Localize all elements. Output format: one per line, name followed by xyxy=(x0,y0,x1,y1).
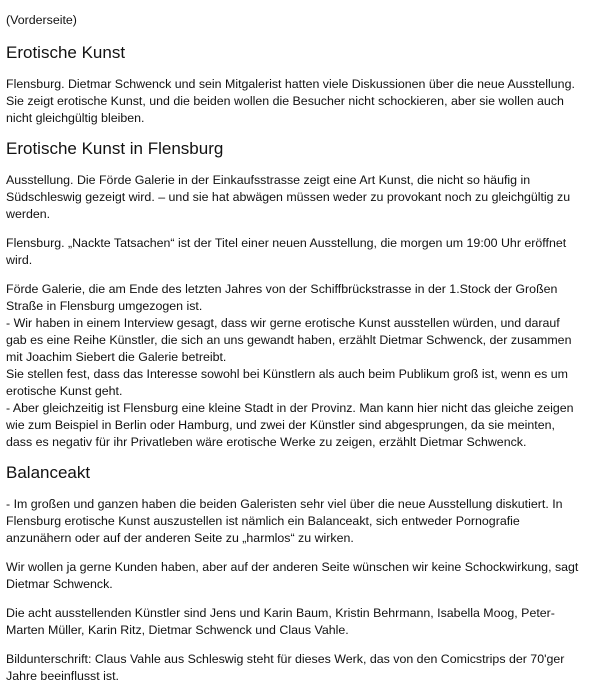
text-line: gab es eine Reihe Künstler, die sich an uns gewandt haben, erzählt Dietmar Schwenck, der zusammen xyxy=(6,333,572,347)
text-line: wie zum Beispiel in Berlin oder Hamburg, und zwei der Künstler sind abgesprungen, da sie meinten, xyxy=(6,418,555,432)
text-line: dass es negativ für ihr Privatleben wäre erotische Werke zu zeigen, erzählt Dietmar Schwenck. xyxy=(6,435,527,449)
paragraph xyxy=(6,281,595,451)
text-line: erotische Kunst geht. xyxy=(6,384,123,398)
text-line: Sie zeigt erotische Kunst, und die beiden wollen die Besucher nicht schockieren, aber sie wollen auch xyxy=(6,94,564,108)
paragraph xyxy=(6,235,595,269)
paragraph xyxy=(6,605,595,639)
text-line: - Wir haben in einem Interview gesagt, dass wir gerne erotische Kunst ausstellen würden, und darauf xyxy=(6,316,560,330)
text-line: Südschleswig gezeigt wird. – und sie hat abwägen müssen weder zu provokant noch zu gleichgültig zu xyxy=(6,190,571,204)
text-line: Marten Müller, Karin Ritz, Dietmar Schwenck und Claus Vahle. xyxy=(6,623,349,637)
text-line: Flensburg. „Nackte Tatsachen“ ist der Titel einer neuen Ausstellung, die morgen um 19:00 Uhr eröffnet xyxy=(6,236,567,250)
paragraph xyxy=(6,172,595,223)
text-line: Ausstellung. Die Förde Galerie in der Einkaufsstrasse zeigt eine Art Kunst, die nicht so häufig in xyxy=(6,173,531,187)
text-line: Flensburg erotische Kunst auszustellen ist nämlich ein Balanceakt, sich entweder Pornografie xyxy=(6,514,520,528)
text-line: Jahre beeinflusst ist. xyxy=(6,669,119,683)
heading-balanceakt: Balanceakt xyxy=(6,463,91,482)
text-line: mit Joachim Siebert die Galerie betreibt. xyxy=(6,350,227,364)
text-line: Die acht ausstellenden Künstler sind Jens und Karin Baum, Kristin Behrmann, Isabella Moog, Peter- xyxy=(6,606,555,620)
text-line: Sie stellen fest, dass das Interesse sowohl bei Künstlern als auch beim Publikum groß ist, wenn es um xyxy=(6,367,568,381)
paragraph xyxy=(6,559,595,593)
text-line: anzunähern oder auf der anderen Seite zu „harmlos“ zu wirken. xyxy=(6,531,354,545)
text-line: Straße in Flensburg umgezogen ist. xyxy=(6,299,203,313)
heading-erotische-kunst-in-flensburg: Erotische Kunst in Flensburg xyxy=(6,139,224,158)
paragraph xyxy=(6,496,595,547)
text-line: Dietmar Schwenck. xyxy=(6,577,113,591)
text-line: - Im großen und ganzen haben die beiden Galeristen sehr viel über die neue Ausstellung diskutiert. In xyxy=(6,497,563,511)
side-label: (Vorderseite) xyxy=(6,13,77,27)
text-line: Wir wollen ja gerne Kunden haben, aber auf der anderen Seite wünschen wir keine Schockwirkung, sagt xyxy=(6,560,579,574)
text-line: wird. xyxy=(6,253,33,267)
text-line: nicht gleichgültig bleiben. xyxy=(6,111,145,125)
text-line: - Aber gleichzeitig ist Flensburg eine kleine Stadt in der Provinz. Man kann hier nicht das gleiche zeigen xyxy=(6,401,574,415)
text-line: Förde Galerie, die am Ende des letzten Jahres von der Schiffbrückstrasse in der 1.Stock der Großen xyxy=(6,282,558,296)
paragraph xyxy=(6,76,595,127)
text-line: werden. xyxy=(6,207,51,221)
text-line: Bildunterschrift: Claus Vahle aus Schleswig steht für dieses Werk, das von den Comicstrips der 70'ger xyxy=(6,652,565,666)
text-line: Flensburg. Dietmar Schwenck und sein Mitgalerist hatten viele Diskussionen über die neue Ausstellung. xyxy=(6,77,575,91)
heading-erotische-kunst: Erotische Kunst xyxy=(6,43,126,62)
